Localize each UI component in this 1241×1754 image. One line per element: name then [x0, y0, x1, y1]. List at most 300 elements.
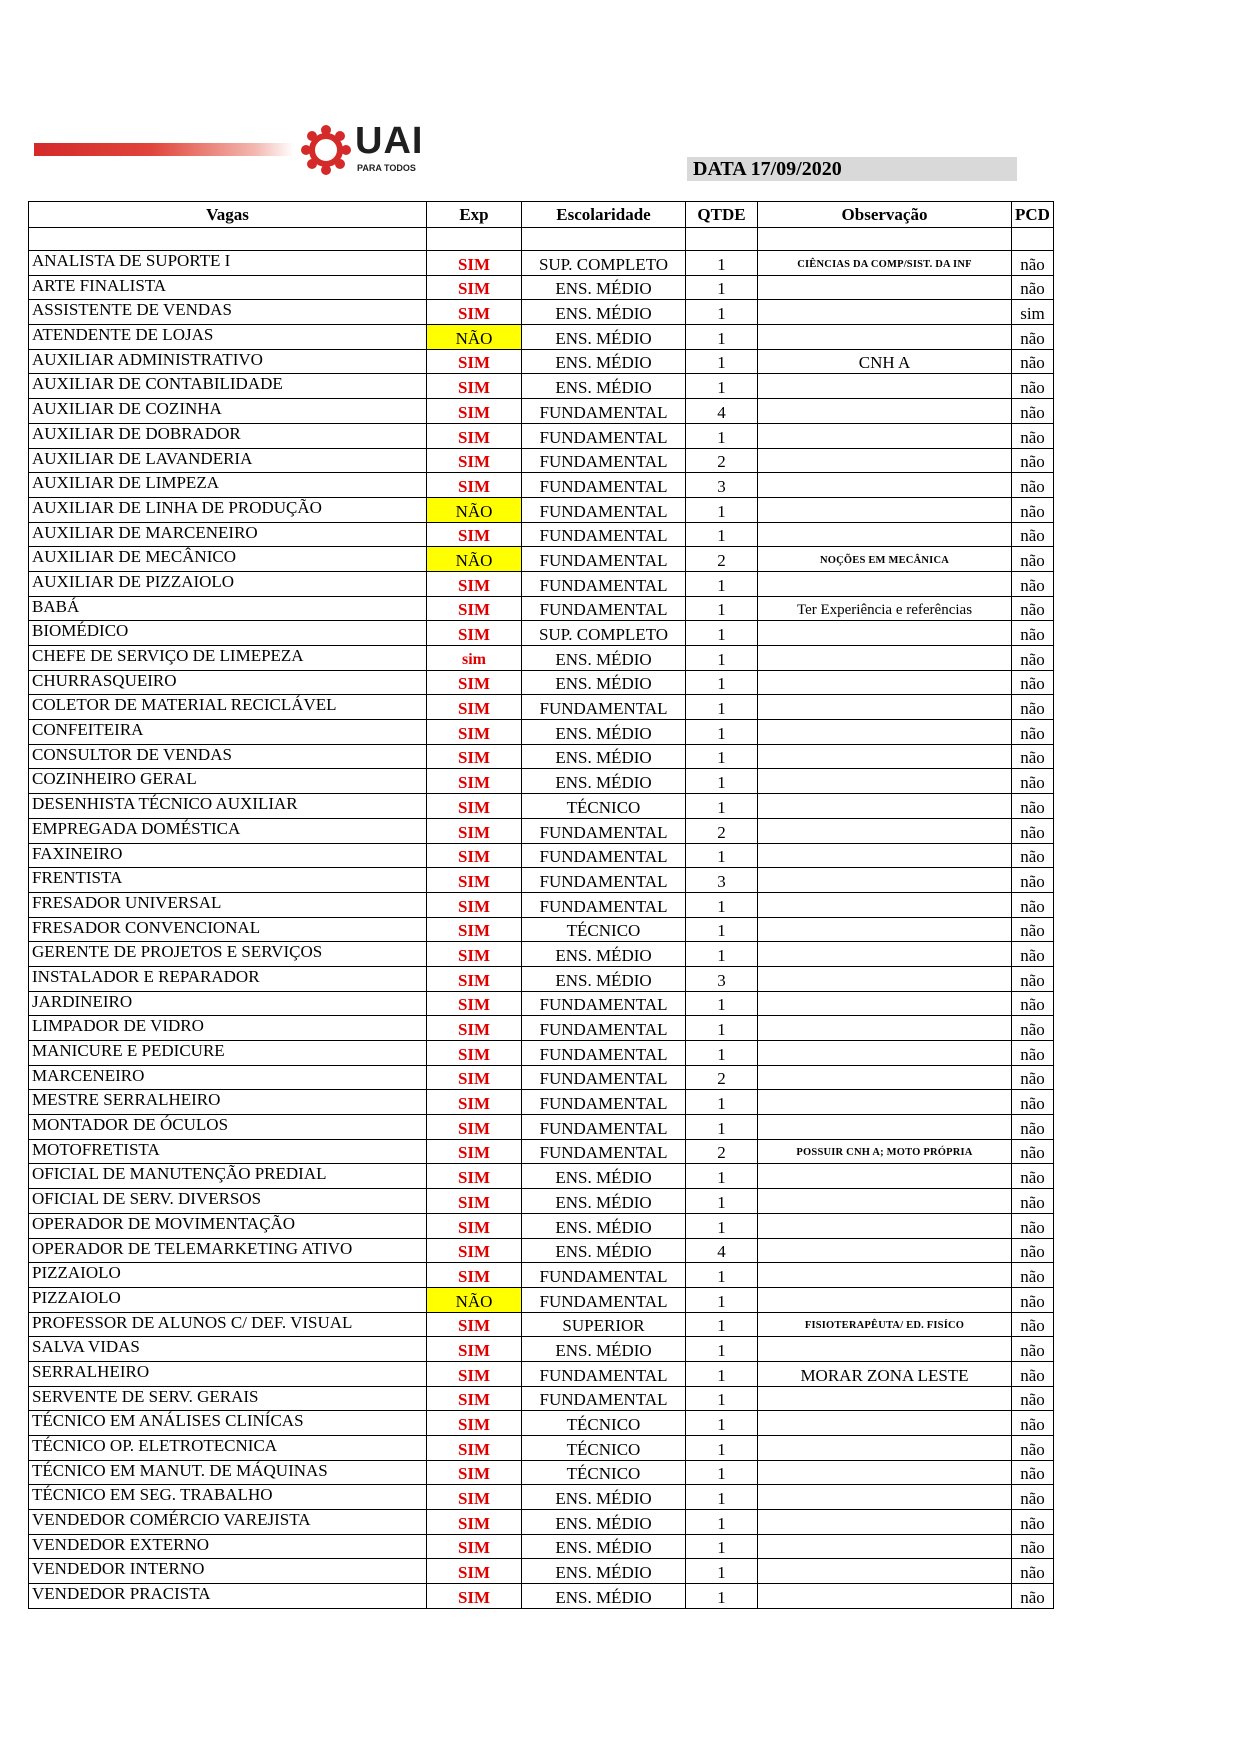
vaga-cell: TÉCNICO EM MANUT. DE MÁQUINAS	[29, 1460, 427, 1485]
pcd-cell: não	[1012, 547, 1054, 572]
exp-cell: SIM	[427, 1485, 522, 1510]
escolaridade-cell: ENS. MÉDIO	[522, 1559, 686, 1584]
observacao-cell	[758, 1263, 1012, 1288]
pcd-cell: não	[1012, 1436, 1054, 1461]
vaga-cell: TÉCNICO OP. ELETROTECNICA	[29, 1436, 427, 1461]
observacao-cell	[758, 1065, 1012, 1090]
header-red-bar	[34, 143, 294, 156]
pcd-cell: não	[1012, 1041, 1054, 1066]
escolaridade-cell: FUNDAMENTAL	[522, 399, 686, 424]
observacao-cell: Ter Experiência e referências	[758, 596, 1012, 621]
observacao-cell	[758, 744, 1012, 769]
table-row	[29, 744, 1054, 769]
observacao-cell: CNH A	[758, 349, 1012, 374]
table-row	[29, 497, 1054, 522]
observacao-cell: FISIOTERAPÊUTA/ ED. FISÍCO	[758, 1312, 1012, 1337]
qtde-cell: 1	[686, 843, 758, 868]
table-row	[29, 769, 1054, 794]
pcd-cell: não	[1012, 473, 1054, 498]
table-row	[29, 571, 1054, 596]
exp-cell: SIM	[427, 448, 522, 473]
escolaridade-cell: TÉCNICO	[522, 1436, 686, 1461]
observacao-cell	[758, 1534, 1012, 1559]
vaga-cell: CHEFE DE SERVIÇO DE LIMEPEZA	[29, 646, 427, 671]
escolaridade-cell: ENS. MÉDIO	[522, 1213, 686, 1238]
exp-cell: SIM	[427, 473, 522, 498]
observacao-cell	[758, 473, 1012, 498]
pcd-cell: não	[1012, 1065, 1054, 1090]
observacao-cell	[758, 1386, 1012, 1411]
escolaridade-cell: SUP. COMPLETO	[522, 621, 686, 646]
table-row	[29, 695, 1054, 720]
vaga-cell: PIZZAIOLO	[29, 1263, 427, 1288]
qtde-cell: 1	[686, 349, 758, 374]
observacao-cell	[758, 670, 1012, 695]
table-row	[29, 670, 1054, 695]
escolaridade-cell: ENS. MÉDIO	[522, 670, 686, 695]
vaga-cell: AUXILIAR DE LAVANDERIA	[29, 448, 427, 473]
observacao-cell	[758, 892, 1012, 917]
table-row	[29, 596, 1054, 621]
observacao-cell	[758, 1164, 1012, 1189]
escolaridade-cell: ENS. MÉDIO	[522, 1485, 686, 1510]
escolaridade-cell: FUNDAMENTAL	[522, 571, 686, 596]
exp-cell: SIM	[427, 349, 522, 374]
table-row	[29, 399, 1054, 424]
escolaridade-cell: FUNDAMENTAL	[522, 473, 686, 498]
escolaridade-cell: TÉCNICO	[522, 1460, 686, 1485]
table-row	[29, 547, 1054, 572]
pcd-cell: não	[1012, 448, 1054, 473]
exp-cell: SIM	[427, 1584, 522, 1609]
pcd-cell: não	[1012, 1534, 1054, 1559]
table-row	[29, 1361, 1054, 1386]
vaga-cell: MOTOFRETISTA	[29, 1139, 427, 1164]
escolaridade-cell: TÉCNICO	[522, 794, 686, 819]
table-row	[29, 966, 1054, 991]
qtde-cell: 1	[686, 991, 758, 1016]
qtde-cell: 1	[686, 1361, 758, 1386]
observacao-cell	[758, 1238, 1012, 1263]
observacao-cell	[758, 571, 1012, 596]
pcd-cell: não	[1012, 325, 1054, 350]
table-row	[29, 942, 1054, 967]
escolaridade-cell: SUP. COMPLETO	[522, 251, 686, 276]
vaga-cell: AUXILIAR DE COZINHA	[29, 399, 427, 424]
pcd-cell: não	[1012, 1584, 1054, 1609]
exp-cell: NÃO	[427, 325, 522, 350]
observacao-cell	[758, 917, 1012, 942]
table-header-row	[29, 202, 1054, 228]
qtde-cell: 1	[686, 325, 758, 350]
escolaridade-cell: FUNDAMENTAL	[522, 1065, 686, 1090]
pcd-cell: não	[1012, 1510, 1054, 1535]
vaga-cell: ASSISTENTE DE VENDAS	[29, 300, 427, 325]
qtde-cell: 1	[686, 1189, 758, 1214]
pcd-cell: não	[1012, 769, 1054, 794]
pcd-cell: não	[1012, 1189, 1054, 1214]
pcd-cell: não	[1012, 596, 1054, 621]
table-row	[29, 1510, 1054, 1535]
pcd-cell: não	[1012, 720, 1054, 745]
table-row	[29, 1263, 1054, 1288]
vaga-cell: COLETOR DE MATERIAL RECICLÁVEL	[29, 695, 427, 720]
pcd-cell: não	[1012, 423, 1054, 448]
observacao-cell	[758, 448, 1012, 473]
pcd-cell: não	[1012, 1263, 1054, 1288]
observacao-cell	[758, 1559, 1012, 1584]
exp-cell: SIM	[427, 300, 522, 325]
escolaridade-cell: FUNDAMENTAL	[522, 1090, 686, 1115]
observacao-cell	[758, 1287, 1012, 1312]
pcd-cell: não	[1012, 1139, 1054, 1164]
pcd-cell: não	[1012, 1090, 1054, 1115]
exp-cell: SIM	[427, 1534, 522, 1559]
vaga-cell: OFICIAL DE SERV. DIVERSOS	[29, 1189, 427, 1214]
table-row	[29, 991, 1054, 1016]
pcd-cell: não	[1012, 1016, 1054, 1041]
exp-cell: SIM	[427, 571, 522, 596]
pcd-cell: não	[1012, 794, 1054, 819]
qtde-cell: 1	[686, 1436, 758, 1461]
table-row	[29, 892, 1054, 917]
column-header-observacao: Observação	[758, 202, 1012, 228]
pcd-cell: não	[1012, 349, 1054, 374]
pcd-cell: não	[1012, 1485, 1054, 1510]
exp-cell: NÃO	[427, 547, 522, 572]
exp-cell: SIM	[427, 1411, 522, 1436]
pcd-cell: não	[1012, 1386, 1054, 1411]
observacao-cell	[758, 374, 1012, 399]
exp-cell: SIM	[427, 1361, 522, 1386]
exp-cell: SIM	[427, 1263, 522, 1288]
exp-cell: SIM	[427, 1386, 522, 1411]
vaga-cell: SERRALHEIRO	[29, 1361, 427, 1386]
vaga-cell: JARDINEIRO	[29, 991, 427, 1016]
table-row	[29, 1534, 1054, 1559]
qtde-cell: 1	[686, 1337, 758, 1362]
observacao-cell	[758, 942, 1012, 967]
vagas-table	[28, 201, 1054, 1609]
exp-cell: SIM	[427, 275, 522, 300]
vaga-cell: FRESADOR CONVENCIONAL	[29, 917, 427, 942]
escolaridade-cell: SUPERIOR	[522, 1312, 686, 1337]
qtde-cell: 4	[686, 399, 758, 424]
logo-text: UAI	[355, 120, 424, 162]
pcd-cell: não	[1012, 966, 1054, 991]
escolaridade-cell: ENS. MÉDIO	[522, 1189, 686, 1214]
table-row	[29, 1584, 1054, 1609]
table-row	[29, 300, 1054, 325]
vaga-cell: AUXILIAR DE CONTABILIDADE	[29, 374, 427, 399]
table-row	[29, 843, 1054, 868]
exp-cell: SIM	[427, 522, 522, 547]
table-row	[29, 349, 1054, 374]
escolaridade-cell: FUNDAMENTAL	[522, 1263, 686, 1288]
vaga-cell: COZINHEIRO GERAL	[29, 769, 427, 794]
vaga-cell: CONFEITEIRA	[29, 720, 427, 745]
exp-cell: SIM	[427, 399, 522, 424]
pcd-cell: não	[1012, 1361, 1054, 1386]
qtde-cell: 1	[686, 917, 758, 942]
observacao-cell	[758, 1016, 1012, 1041]
escolaridade-cell: FUNDAMENTAL	[522, 868, 686, 893]
table-body	[29, 228, 1054, 1609]
observacao-cell	[758, 794, 1012, 819]
table-row	[29, 1559, 1054, 1584]
uai-logo-icon	[300, 124, 352, 176]
exp-cell: SIM	[427, 769, 522, 794]
observacao-cell: POSSUIR CNH A; MOTO PRÓPRIA	[758, 1139, 1012, 1164]
observacao-cell	[758, 325, 1012, 350]
exp-cell: SIM	[427, 966, 522, 991]
exp-cell: SIM	[427, 1016, 522, 1041]
table-row	[29, 1411, 1054, 1436]
vaga-cell: AUXILIAR DE LIMPEZA	[29, 473, 427, 498]
exp-cell: SIM	[427, 423, 522, 448]
qtde-cell: 1	[686, 646, 758, 671]
table-row	[29, 522, 1054, 547]
vaga-cell: EMPREGADA DOMÉSTICA	[29, 818, 427, 843]
vaga-cell: CONSULTOR DE VENDAS	[29, 744, 427, 769]
exp-cell: NÃO	[427, 1287, 522, 1312]
exp-cell: SIM	[427, 1115, 522, 1140]
table-row	[29, 1115, 1054, 1140]
escolaridade-cell: FUNDAMENTAL	[522, 1016, 686, 1041]
escolaridade-cell: ENS. MÉDIO	[522, 325, 686, 350]
logo-subtext: PARA TODOS	[357, 163, 416, 173]
qtde-cell: 1	[686, 1312, 758, 1337]
observacao-cell: MORAR ZONA LESTE	[758, 1361, 1012, 1386]
table-row	[29, 868, 1054, 893]
qtde-cell: 1	[686, 942, 758, 967]
qtde-cell: 3	[686, 473, 758, 498]
pcd-cell: não	[1012, 868, 1054, 893]
qtde-cell: 3	[686, 966, 758, 991]
exp-cell: SIM	[427, 818, 522, 843]
escolaridade-cell: ENS. MÉDIO	[522, 942, 686, 967]
exp-cell: SIM	[427, 1238, 522, 1263]
observacao-cell	[758, 300, 1012, 325]
escolaridade-cell: FUNDAMENTAL	[522, 1361, 686, 1386]
escolaridade-cell: TÉCNICO	[522, 1411, 686, 1436]
qtde-cell: 4	[686, 1238, 758, 1263]
vaga-cell: AUXILIAR DE PIZZAIOLO	[29, 571, 427, 596]
pcd-cell: não	[1012, 670, 1054, 695]
pcd-cell: não	[1012, 497, 1054, 522]
escolaridade-cell: FUNDAMENTAL	[522, 497, 686, 522]
observacao-cell	[758, 275, 1012, 300]
vaga-cell: SERVENTE DE SERV. GERAIS	[29, 1386, 427, 1411]
column-header-qtde: QTDE	[686, 202, 758, 228]
qtde-cell: 1	[686, 1411, 758, 1436]
exp-cell: SIM	[427, 251, 522, 276]
observacao-cell	[758, 1041, 1012, 1066]
vaga-cell: AUXILIAR ADMINISTRATIVO	[29, 349, 427, 374]
vaga-cell: FRENTISTA	[29, 868, 427, 893]
pcd-cell: não	[1012, 251, 1054, 276]
pcd-cell: não	[1012, 1115, 1054, 1140]
qtde-cell: 1	[686, 596, 758, 621]
escolaridade-cell: ENS. MÉDIO	[522, 300, 686, 325]
qtde-cell: 1	[686, 794, 758, 819]
escolaridade-cell: FUNDAMENTAL	[522, 522, 686, 547]
table-row	[29, 1312, 1054, 1337]
qtde-cell: 1	[686, 300, 758, 325]
observacao-cell	[758, 769, 1012, 794]
date-label: DATA 17/09/2020	[693, 158, 842, 180]
qtde-cell: 2	[686, 1065, 758, 1090]
exp-cell: SIM	[427, 621, 522, 646]
vaga-cell: ATENDENTE DE LOJAS	[29, 325, 427, 350]
escolaridade-cell: ENS. MÉDIO	[522, 1164, 686, 1189]
column-header-exp: Exp	[427, 202, 522, 228]
vaga-cell: BIOMÉDICO	[29, 621, 427, 646]
observacao-cell	[758, 991, 1012, 1016]
observacao-cell	[758, 966, 1012, 991]
qtde-cell: 1	[686, 251, 758, 276]
blank-row	[29, 228, 1054, 251]
qtde-cell: 1	[686, 1510, 758, 1535]
escolaridade-cell: FUNDAMENTAL	[522, 1115, 686, 1140]
qtde-cell: 1	[686, 720, 758, 745]
exp-cell: SIM	[427, 1139, 522, 1164]
vaga-cell: VENDEDOR INTERNO	[29, 1559, 427, 1584]
vaga-cell: MONTADOR DE ÓCULOS	[29, 1115, 427, 1140]
observacao-cell	[758, 646, 1012, 671]
escolaridade-cell: ENS. MÉDIO	[522, 1510, 686, 1535]
qtde-cell: 1	[686, 1016, 758, 1041]
table-row	[29, 1460, 1054, 1485]
exp-cell: SIM	[427, 917, 522, 942]
escolaridade-cell: FUNDAMENTAL	[522, 448, 686, 473]
pcd-cell: não	[1012, 1460, 1054, 1485]
exp-cell: SIM	[427, 1164, 522, 1189]
vaga-cell: VENDEDOR COMÉRCIO VAREJISTA	[29, 1510, 427, 1535]
escolaridade-cell: ENS. MÉDIO	[522, 1584, 686, 1609]
escolaridade-cell: ENS. MÉDIO	[522, 966, 686, 991]
vaga-cell: BABÁ	[29, 596, 427, 621]
escolaridade-cell: FUNDAMENTAL	[522, 892, 686, 917]
observacao-cell	[758, 497, 1012, 522]
vaga-cell: OPERADOR DE TELEMARKETING ATIVO	[29, 1238, 427, 1263]
vaga-cell: OFICIAL DE MANUTENÇÃO PREDIAL	[29, 1164, 427, 1189]
vaga-cell: TÉCNICO EM ANÁLISES CLINÍCAS	[29, 1411, 427, 1436]
table-row	[29, 917, 1054, 942]
escolaridade-cell: FUNDAMENTAL	[522, 1041, 686, 1066]
pcd-cell: não	[1012, 522, 1054, 547]
table-row	[29, 1065, 1054, 1090]
exp-cell: SIM	[427, 892, 522, 917]
exp-cell: SIM	[427, 1312, 522, 1337]
observacao-cell	[758, 621, 1012, 646]
observacao-cell	[758, 868, 1012, 893]
exp-cell: SIM	[427, 1559, 522, 1584]
table-row	[29, 1090, 1054, 1115]
vaga-cell: PIZZAIOLO	[29, 1287, 427, 1312]
pcd-cell: não	[1012, 1337, 1054, 1362]
pcd-cell: não	[1012, 695, 1054, 720]
escolaridade-cell: ENS. MÉDIO	[522, 1238, 686, 1263]
table-row	[29, 1016, 1054, 1041]
qtde-cell: 1	[686, 1534, 758, 1559]
vaga-cell: ARTE FINALISTA	[29, 275, 427, 300]
observacao-cell: CIÊNCIAS DA COMP/SIST. DA INF	[758, 251, 1012, 276]
pcd-cell: não	[1012, 571, 1054, 596]
table-row	[29, 1189, 1054, 1214]
column-header-pcd: PCD	[1012, 202, 1054, 228]
observacao-cell	[758, 522, 1012, 547]
pcd-cell: não	[1012, 991, 1054, 1016]
table-row	[29, 646, 1054, 671]
exp-cell: SIM	[427, 868, 522, 893]
vaga-cell: GERENTE DE PROJETOS E SERVIÇOS	[29, 942, 427, 967]
exp-cell: SIM	[427, 1510, 522, 1535]
vaga-cell: AUXILIAR DE LINHA DE PRODUÇÃO	[29, 497, 427, 522]
escolaridade-cell: ENS. MÉDIO	[522, 744, 686, 769]
escolaridade-cell: ENS. MÉDIO	[522, 275, 686, 300]
table-row	[29, 1287, 1054, 1312]
pcd-cell: não	[1012, 1164, 1054, 1189]
pcd-cell: não	[1012, 1559, 1054, 1584]
table-row	[29, 374, 1054, 399]
observacao-cell	[758, 1510, 1012, 1535]
escolaridade-cell: ENS. MÉDIO	[522, 374, 686, 399]
qtde-cell: 2	[686, 818, 758, 843]
table-row	[29, 251, 1054, 276]
observacao-cell	[758, 695, 1012, 720]
vaga-cell: PROFESSOR DE ALUNOS C/ DEF. VISUAL	[29, 1312, 427, 1337]
exp-cell: SIM	[427, 374, 522, 399]
exp-cell: SIM	[427, 695, 522, 720]
pcd-cell: não	[1012, 744, 1054, 769]
observacao-cell	[758, 399, 1012, 424]
escolaridade-cell: FUNDAMENTAL	[522, 843, 686, 868]
table-row	[29, 1139, 1054, 1164]
escolaridade-cell: FUNDAMENTAL	[522, 991, 686, 1016]
qtde-cell: 1	[686, 695, 758, 720]
pcd-cell: não	[1012, 892, 1054, 917]
vaga-cell: MESTRE SERRALHEIRO	[29, 1090, 427, 1115]
qtde-cell: 1	[686, 1115, 758, 1140]
escolaridade-cell: ENS. MÉDIO	[522, 720, 686, 745]
uai-logo	[300, 120, 430, 182]
vaga-cell: SALVA VIDAS	[29, 1337, 427, 1362]
pcd-cell: não	[1012, 374, 1054, 399]
observacao-cell	[758, 1115, 1012, 1140]
vaga-cell: MANICURE E PEDICURE	[29, 1041, 427, 1066]
exp-cell: SIM	[427, 1189, 522, 1214]
column-header-vagas: Vagas	[29, 202, 427, 228]
observacao-cell	[758, 1584, 1012, 1609]
qtde-cell: 1	[686, 621, 758, 646]
vaga-cell: AUXILIAR DE DOBRADOR	[29, 423, 427, 448]
escolaridade-cell: ENS. MÉDIO	[522, 769, 686, 794]
vaga-cell: OPERADOR DE MOVIMENTAÇÃO	[29, 1213, 427, 1238]
observacao-cell	[758, 1411, 1012, 1436]
exp-cell: sim	[427, 646, 522, 671]
table-row	[29, 720, 1054, 745]
pcd-cell: não	[1012, 1287, 1054, 1312]
vaga-cell: VENDEDOR EXTERNO	[29, 1534, 427, 1559]
qtde-cell: 1	[686, 423, 758, 448]
qtde-cell: 1	[686, 1090, 758, 1115]
pcd-cell: não	[1012, 1213, 1054, 1238]
escolaridade-cell: ENS. MÉDIO	[522, 349, 686, 374]
qtde-cell: 2	[686, 1139, 758, 1164]
observacao-cell	[758, 720, 1012, 745]
table-row	[29, 818, 1054, 843]
